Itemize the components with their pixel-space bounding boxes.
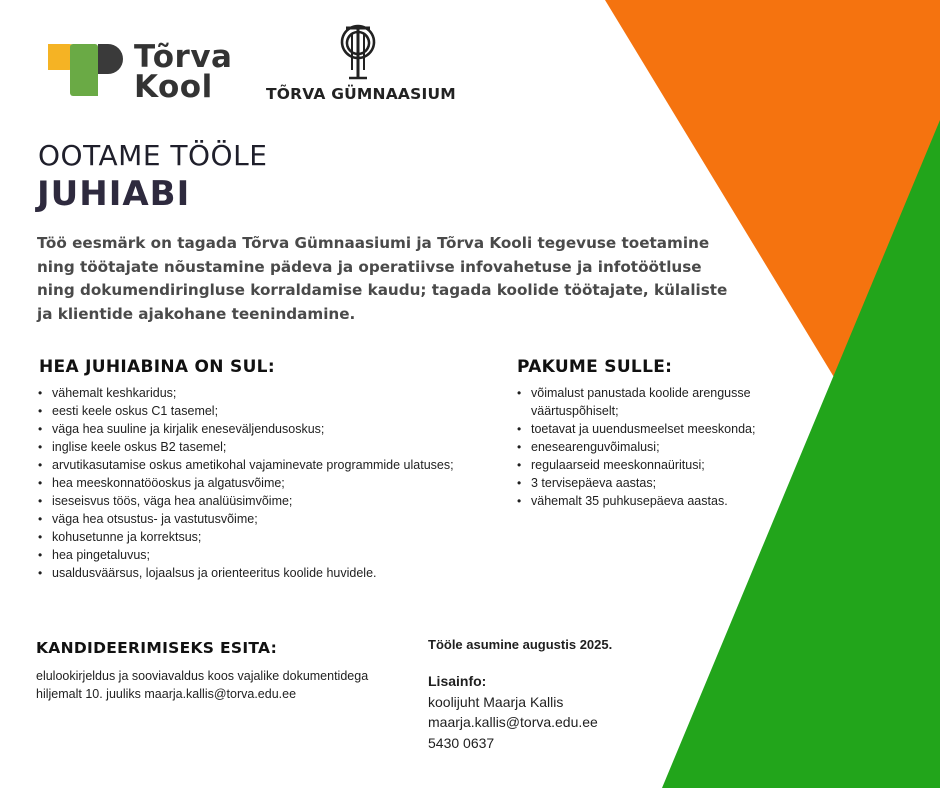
requirement-item: • hea meeskonnatööoskus ja algatusvõime; — [38, 474, 508, 492]
offer-item: • 3 tervisepäeva aastas; — [517, 474, 787, 492]
contact-label: Lisainfo: — [428, 673, 487, 689]
gymnaasium-emblem-icon — [337, 22, 379, 82]
requirement-item: • hea pingetaluvus; — [38, 546, 508, 564]
offer-list — [517, 384, 787, 510]
torva-kool-logo — [46, 39, 233, 105]
offer-item: • enesearenguvõimalusi; — [517, 438, 787, 456]
page-title: JUHIABI — [37, 174, 191, 214]
apply-title: KANDIDEERIMISEKS ESITA: — [36, 639, 278, 657]
requirements-title: HEA JUHIABINA ON SUL: — [39, 357, 275, 377]
requirement-item: • väga hea suuline ja kirjalik eneseväljendusoskus; — [38, 420, 508, 438]
requirement-item: • iseseisvus töös, väga hea analüüsimvõime; — [38, 492, 508, 510]
contact-name: koolijuht Maarja Kallis — [428, 693, 564, 710]
torva-gymnaasium-logo — [262, 22, 456, 107]
requirements-list — [38, 384, 508, 582]
requirement-item: • inglise keele oskus B2 tasemel; — [38, 438, 508, 456]
requirement-item: • vähemalt keshkaridus; — [38, 384, 508, 402]
apply-line-1: elulookirjeldus ja sooviavaldus koos vajalike dokumentidega — [36, 669, 369, 683]
offer-title: PAKUME SULLE: — [517, 357, 673, 377]
torva-kool-mark — [46, 42, 126, 102]
requirement-item: • eesti keele oskus C1 tasemel; — [38, 402, 508, 420]
subtitle: OOTAME TÖÖLE — [38, 139, 268, 172]
logo-line-torva: Tõrva — [134, 39, 233, 75]
gymnaasium-name: TÕRVA GÜMNAASIUM — [266, 85, 456, 103]
apply-line-2: hiljemalt 10. juuliks maarja.kallis@torva.edu.ee — [36, 687, 297, 701]
requirement-item: • väga hea otsustus- ja vastutusvõime; — [38, 510, 508, 528]
requirement-item: • kohusetunne ja korrektsus; — [38, 528, 508, 546]
contact-email[interactable]: maarja.kallis@torva.edu.ee — [428, 714, 598, 730]
logo-line-kool: Kool — [134, 69, 213, 105]
offer-item: • võimalust panustada koolide arengusse väärtuspõhiselt; — [517, 384, 787, 420]
apply-text — [36, 667, 416, 703]
offer-item: • toetavat ja uuendusmeelset meeskonda; — [517, 420, 787, 438]
start-date: Tööle asumine augustis 2025. — [428, 637, 613, 652]
offer-item: • vähemalt 35 puhkusepäeva aastas. — [517, 492, 787, 510]
offer-item: • regulaarseid meeskonnaüritusi; — [517, 456, 787, 474]
requirement-item: • arvutikasutamise oskus ametikohal vajaminevate programmide ulatuses; — [38, 456, 508, 474]
contact-phone: 5430 0637 — [428, 734, 495, 751]
intro-paragraph: Töö eesmärk on tagada Tõrva Gümnaasiumi ja Tõrva Kooli tegevuse toetamine ning töötajate nõustamine pädeva ja operatiivse infovahetuse ja infotöötluse ning dokumendiringluse korraldamise kaudu; tagada koolide töötajate, külaliste ja klientide ajakohane teenindamine. — [37, 234, 728, 323]
requirement-item: • usaldusväärsus, lojaalsus ja orienteeritus koolide huvidele. — [38, 564, 508, 582]
contact-block — [428, 671, 598, 753]
